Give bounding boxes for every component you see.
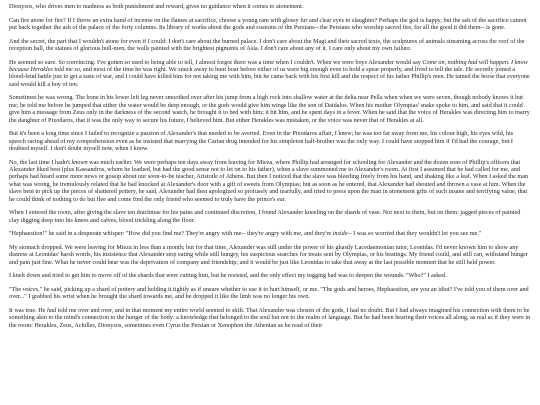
paragraph xyxy=(9,130,531,152)
italic-text-run: known xyxy=(71,158,88,166)
paragraph xyxy=(9,17,531,32)
text-run: It was true. He xyxy=(9,306,47,314)
text-run: Can fire atone for fire? If I throw an extra hand of incense on the flames at sacrifice, choose a young ram with glossy fur and clear eyes to slaughter? Perhaps the god is happy, but the ash of the sacrifice cannot put back together the ash of the palace of the forty columns. Its library of works about the gods and customs of the Persians-- the Persians who worship sacred fire, for all the good it did them-- is gone. xyxy=(9,16,527,31)
italic-text-run: inside xyxy=(332,230,348,238)
italic-text-run: had xyxy=(46,306,57,314)
text-run: When I entered the room, after giving the slave ten drachmae for his pains and continued discretion, I found Alexander kneeling on the shards of vase. Not next to them, but on them: jagged pieces of painted clay digging deep into his knees and calves, blood trickling along the floor. xyxy=(9,209,521,224)
text-run: Dionysos, who drives men to madness as both punishment and reward, gives no guidance when it comes to atonement. xyxy=(9,3,304,10)
text-run: No, the last time I hadn't xyxy=(9,158,72,166)
text-run: -- I was so worried that they wouldn't let you see me." xyxy=(347,230,482,238)
italic-text-run: voices xyxy=(22,285,39,293)
paragraph xyxy=(9,38,531,53)
text-run: Sometimes he was wrong. The bone in his lower left leg never smoothed over after his jump from a high rock into shallow water at the delta near Pella when when we were seven, though nobody knows it but me; he told me before he jumped that either the water would be deep enough, or the gods would give him wings like the son of Daidalos. When his mother Olympias' snake spoke to him, and said that it could give him a message from Zeus only in the darkness of the second watch, he brought it to bed with him; it bit him, and he spent days in a fever. When he said that the voice of Herakles was directing him to marry the daughter of Pixodaros, that it was the only way to secure his future, I believed him. But either Herakles was mistaken, or the voice was never that of Herakles at all. xyxy=(9,94,530,124)
text-run: "The xyxy=(9,285,23,293)
paragraph xyxy=(9,94,531,124)
text-run: I knelt down and tried to get him to move off of the shards that were cutting him, but he resisted, and the only effect my tugging had was to deepen the wounds. "Who?" I asked. xyxy=(9,272,447,280)
paragraph xyxy=(9,3,531,10)
document-body xyxy=(9,3,531,329)
text-run: My stomach dropped. We were leaving for Mieza in less than a month; but for that time, Alexander was still under the power of his ghastly Lacedaemonian tutor, Leonidas. I'd never known him to show any distress at Leonidas' harsh words, his insistence that Alexander stop eating while still hungry, his suspicious searches for treats sent by Olympias, or his beatings. My friend could, and still can, withstand hunger and pain just fine. What he never could bear was the deprivation of company and friendship; and it would be just like Leonidas to take that away at the last possible moment that he still held power. xyxy=(9,243,528,266)
paragraph xyxy=(9,307,531,329)
text-run: was much earlier. We were perhaps ten days away from leaving for Mieza, where Phillip had arranged for schooling for Alexander and the dozen sons of Phillip's officers that Alexander liked best (plus Kassandros, whom he loathed, but had the good sense not to let on to his father), when a slave summoned me to Alexander's room. At first I assumed that he had called for me, and perhaps had heard some more news or gossip about our soon-to-be teacher, Aristotle of Athens. But then I noticed that the slave was bleeding freely from his hand, and shaking like a leaf. When I asked the man what was wrong, he tremulously related that he had knocked at Alexander's door with a gift of sweets from Olympias; but as soon as he entered, that Alexander had shouted and thrown a vase at him. When the slave bent to pick up the pieces of shattered pottery, he said, Alexander had then apologized so profusely and tearfully, and tried to press upon the man in atonement gifts of such insane and terrifying value, that he could think of nothing to do but flee and come find the only friend who seemed to truly have the prince's ear. xyxy=(9,158,529,203)
paragraph xyxy=(9,230,531,237)
italic-text-run: Come on, nothing bad will happen. I know because Herakles told me so, xyxy=(9,58,528,73)
text-run: But it's been a long time since I failed to recognize a passion of Alexander's that needed to be averted. Even in the Pixodaros affair, I knew; he was too far away from me, his colour high, his eyes wild, his speech racing ahead of my comprehension even as he insisted that marrying the Carian drug intended for his simpleton half-brother was the only way. I could have stopped him if I'd had the courage, but I doubted myself. I don't doubt myself now, when I know. xyxy=(9,130,514,153)
text-run: and most of the time he was right. We snuck away to hunt boar before either of us were big enough even to hold a spear properly, and lived to tell the tale. He secretly joined a blood-feud battle just to get a taste of war, and I could have killed him for not taking me with him, but he came back with his first kill and the respect of his father Phillip's men. He tamed the horse that everyone said would kill a boy of ten. xyxy=(9,66,530,88)
paragraph xyxy=(9,209,531,224)
paragraph xyxy=(9,59,531,89)
paragraph xyxy=(9,272,531,279)
text-run: ," he said, picking up a shard of pottery and holding it tightly as if unsure whether to use it to hurt himself, or me. "The gods and heroes, Hephaestion, are you an idiot? I've told you of them over and over..." I grabbed his wrist when he brought the shard towards me, and he dropped it like the limb was no longer his own. xyxy=(9,285,529,301)
text-run: "Hephaestion!" he said in a desperate whisper: "How did you find me? They're angry with me-- they're angry with me, and they're xyxy=(9,230,333,238)
text-run: He seemed so sure. So convincing. I've gotten so used to being able to tell, I almost forgot there was a time when I couldn't. When we were boys Alexander would say xyxy=(9,58,423,66)
text-run: And the secret, the part that I wouldn't atone for even if I could: I don't care about the burned palace. I don't care about the Magi and their sacred texts, the sculptures of animals streaming across the roof of the reception hall, the statues of glorious bull-men, the walls painted with the brightest pigments of Asia. I don't care about any of it. I care only about my own failure. xyxy=(9,37,525,52)
paragraph xyxy=(9,159,531,203)
paragraph xyxy=(9,244,531,266)
paragraph xyxy=(9,286,531,301)
text-run: told me over and over, and in that moment my entire world seemed to shift. That Alexander was chosen of the gods, I had no doubt. But I had always imagined his connection with them to be something akin to the mind's connection to the hunger of the body: a knowledge that belonged to the soul but not to the realm of language. But he had been hearing their voices all along, as real as if they were in the room: Herakles, Zeus, Achilles, Dionysos, sometimes even Cyrus the Persian or Xenophon the Athenian as he read of their xyxy=(9,306,531,329)
